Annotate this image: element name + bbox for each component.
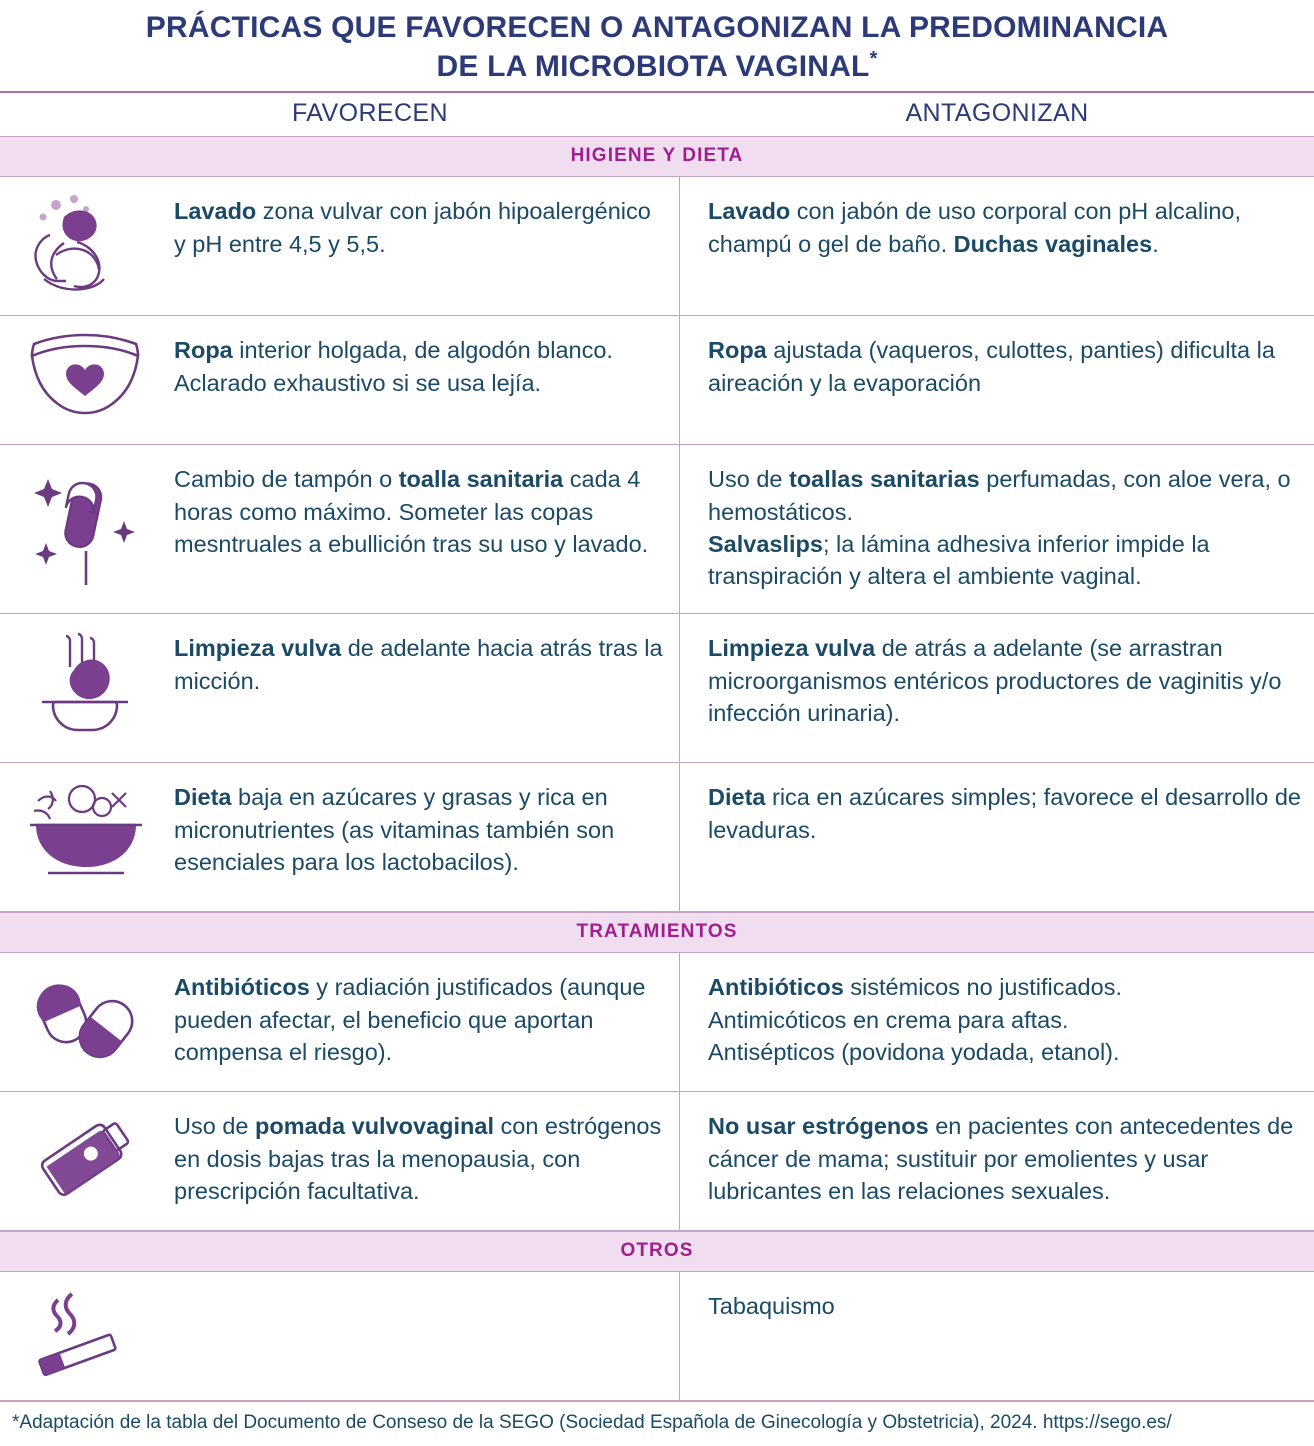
underwear-heart-icon — [20, 330, 150, 430]
section-band-otros: OTROS — [0, 1231, 1314, 1272]
cell-antagonizan: Lavado con jabón de uso corporal con pH alcalino, champú o gel de baño. Duchas vaginales. — [708, 198, 1241, 257]
salad-bowl-icon — [20, 777, 150, 897]
column-header-favorecen: FAVORECEN — [292, 99, 448, 128]
page-title — [0, 0, 1314, 91]
cell-favorecen: Uso de pomada vulvovaginal con estrógenos en dosis bajas tras la menopausia, con prescripción facultativa. — [170, 1092, 680, 1230]
cell-favorecen — [170, 1272, 680, 1400]
row-icon-cell — [0, 763, 170, 911]
cell-antagonizan: Uso de toallas sanitarias perfumadas, con aloe vera, o hemostáticos. Salvaslips; la lámina adhesiva inferior impide la transpiración y altera el ambiente vaginal. — [708, 466, 1291, 590]
table-row — [0, 445, 1314, 614]
cell-favorecen: Limpieza vulva de adelante hacia atrás tras la micción. — [170, 614, 680, 762]
cell-favorecen: Dieta baja en azúcares y grasas y rica en micronutrientes (as vitaminas también son esenciales para los lactobacilos). — [170, 763, 680, 911]
column-headers — [0, 93, 1314, 136]
row-icon-cell — [0, 614, 170, 762]
cell-antagonizan: No usar estrógenos en pacientes con antecedentes de cáncer de mama; sustituir por emolientes y usar lubricantes en las relaciones sexuales. — [708, 1113, 1294, 1205]
footnote: *Adaptación de la tabla del Documento de Conseso de la SEGO (Sociedad Española de Ginecología y Obstetricia), 2024. https://sego.es/ — [0, 1401, 1314, 1446]
cell-antagonizan: Dieta rica en azúcares simples; favorece el desarrollo de levaduras. — [708, 784, 1302, 843]
column-header-antagonizan: ANTAGONIZAN — [905, 99, 1089, 128]
table-row — [0, 953, 1314, 1092]
table-row — [0, 614, 1314, 763]
table-row — [0, 1092, 1314, 1231]
cell-antagonizan: Ropa ajustada (vaqueros, culottes, panties) dificulta la aireación y la evaporación — [708, 337, 1275, 396]
title-asterisk: * — [869, 47, 878, 70]
cell-antagonizan: Limpieza vulva de atrás a adelante (se arrastran microorganismos entéricos productores de vaginitis y/o infección urinaria). — [708, 635, 1282, 727]
cigarette-smoke-icon — [20, 1286, 150, 1386]
section-band-higiene: HIGIENE Y DIETA — [0, 136, 1314, 177]
tampon-sparkles-icon — [20, 459, 150, 599]
cream-tube-icon — [20, 1106, 150, 1216]
row-icon-cell — [0, 1092, 170, 1230]
cell-antagonizan: Antibióticos sistémicos no justificados. Antimicóticos en crema para aftas. Antisépticos (povidona yodada, etanol). — [708, 974, 1122, 1066]
table-row — [0, 316, 1314, 445]
table-row — [0, 1272, 1314, 1401]
pills-capsules-icon — [20, 967, 150, 1077]
row-icon-cell — [0, 177, 170, 315]
section-band-tratamientos: TRATAMIENTOS — [0, 912, 1314, 953]
hands-washing-soap-icon — [20, 191, 150, 301]
page-title-line1: PRÁCTICAS QUE FAVORECEN O ANTAGONIZAN LA PREDOMINANCIA — [145, 11, 1169, 44]
row-icon-cell — [0, 1272, 170, 1400]
row-icon-cell — [0, 316, 170, 444]
cell-favorecen: Cambio de tampón o toalla sanitaria cada 4 horas como máximo. Someter las copas mesntruales a ebullición tras su uso y lavado. — [170, 445, 680, 613]
cell-antagonizan: Tabaquismo — [708, 1293, 835, 1320]
cell-favorecen: Lavado zona vulvar con jabón hipoalergénico y pH entre 4,5 y 5,5. — [170, 177, 680, 315]
cell-favorecen: Antibióticos y radiación justificados (aunque pueden afectar, el beneficio que aportan compensa el riesgo). — [170, 953, 680, 1091]
row-icon-cell — [0, 953, 170, 1091]
table-row — [0, 763, 1314, 912]
cell-favorecen: Ropa interior holgada, de algodón blanco. Aclarado exhaustivo si se usa lejía. — [170, 316, 680, 444]
page-title-line2: DE LA MICROBIOTA VAGINAL — [436, 49, 870, 83]
row-icon-cell — [0, 445, 170, 613]
table-row — [0, 177, 1314, 316]
hand-washing-basin-icon — [20, 628, 150, 748]
